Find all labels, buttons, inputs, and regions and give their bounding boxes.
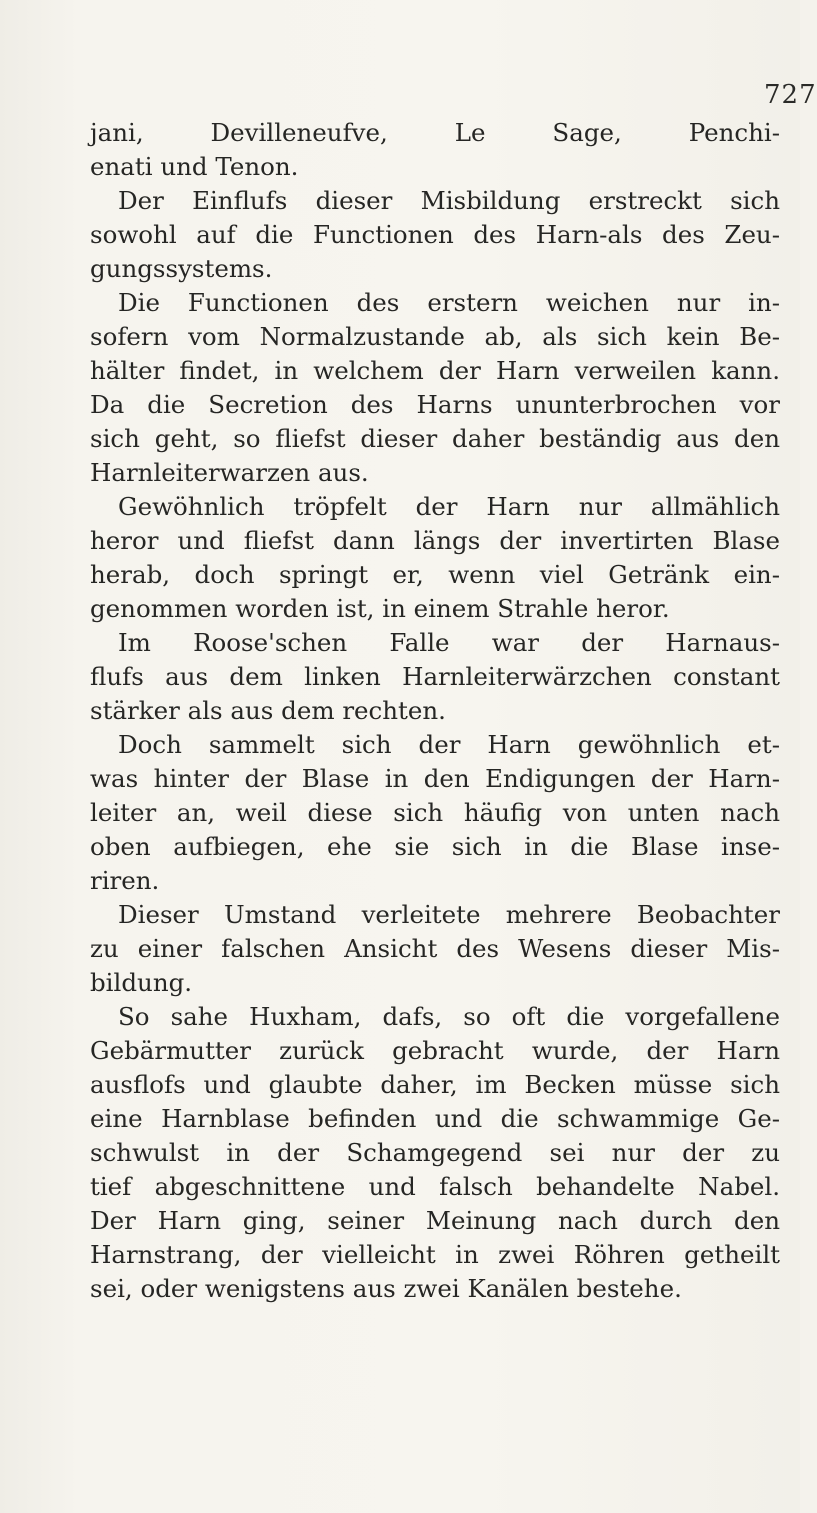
text-line: eine Harnblase befinden und die schwammige Ge- bbox=[90, 1104, 780, 1133]
text-line: Die Functionen des erstern weichen nur in- bbox=[118, 288, 780, 317]
text-line: herab, doch springt er, wenn viel Getränk ein- bbox=[90, 560, 780, 589]
text-line: gungssystems. bbox=[90, 254, 273, 283]
text-line: Harnleiterwarzen aus. bbox=[90, 458, 369, 487]
text-line: Harnstrang, der vielleicht in zwei Röhren getheilt bbox=[90, 1240, 780, 1269]
text-line: leiter an, weil diese sich häufig von unten nach bbox=[90, 798, 780, 827]
text-line: sich geht, so fliefst dieser daher beständig aus den bbox=[90, 424, 780, 453]
text-line: Gewöhnlich tröpfelt der Harn nur allmählich bbox=[118, 492, 780, 521]
text-line: flufs aus dem linken Harnleiterwärzchen constant bbox=[90, 662, 780, 691]
text-line: sei, oder wenigstens aus zwei Kanälen bestehe. bbox=[90, 1274, 682, 1303]
text-line: Dieser Umstand verleitete mehrere Beobachter bbox=[118, 900, 780, 929]
text-line: Der Harn ging, seiner Meinung nach durch den bbox=[90, 1206, 780, 1235]
text-line: hälter findet, in welchem der Harn verweilen kann. bbox=[90, 356, 780, 385]
text-line: enati und Tenon. bbox=[90, 152, 299, 181]
text-line: oben aufbiegen, ehe sie sich in die Blase inse- bbox=[90, 832, 780, 861]
text-line: Da die Secretion des Harns ununterbrochen vor bbox=[90, 390, 780, 419]
text-line: sofern vom Normalzustande ab, als sich kein Be- bbox=[90, 322, 780, 351]
text-line: tief abgeschnittene und falsch behandelte Nabel. bbox=[90, 1172, 780, 1201]
text-line: schwulst in der Schamgegend sei nur der zu bbox=[90, 1138, 780, 1167]
text-line: was hinter der Blase in den Endigungen der Harn- bbox=[90, 764, 780, 793]
text-line: jani, Devilleneufve, Le Sage, Penchi- bbox=[90, 118, 780, 147]
text-line: riren. bbox=[90, 866, 160, 895]
text-line: sowohl auf die Functionen des Harn-als des Zeu- bbox=[90, 220, 780, 249]
text-line: stärker als aus dem rechten. bbox=[90, 696, 446, 725]
text-line: Gebärmutter zurück gebracht wurde, der Harn bbox=[90, 1036, 780, 1065]
body-text bbox=[90, 116, 780, 1306]
text-line: ausflofs und glaubte daher, im Becken müsse sich bbox=[90, 1070, 780, 1099]
text-line: genommen worden ist, in einem Strahle heror. bbox=[90, 594, 670, 623]
text-line: bildung. bbox=[90, 968, 193, 997]
text-line: So sahe Huxham, dafs, so oft die vorgefallene bbox=[118, 1002, 780, 1031]
text-line: Doch sammelt sich der Harn gewöhnlich et- bbox=[118, 730, 780, 759]
text-line: heror und fliefst dann längs der invertirten Blase bbox=[90, 526, 780, 555]
page-number: 727 bbox=[764, 80, 817, 110]
text-line: Der Einflufs dieser Misbildung erstreckt sich bbox=[118, 186, 780, 215]
text-line: zu einer falschen Ansicht des Wesens dieser Mis- bbox=[90, 934, 780, 963]
text-line: Im Roose'schen Falle war der Harnaus- bbox=[118, 628, 780, 657]
